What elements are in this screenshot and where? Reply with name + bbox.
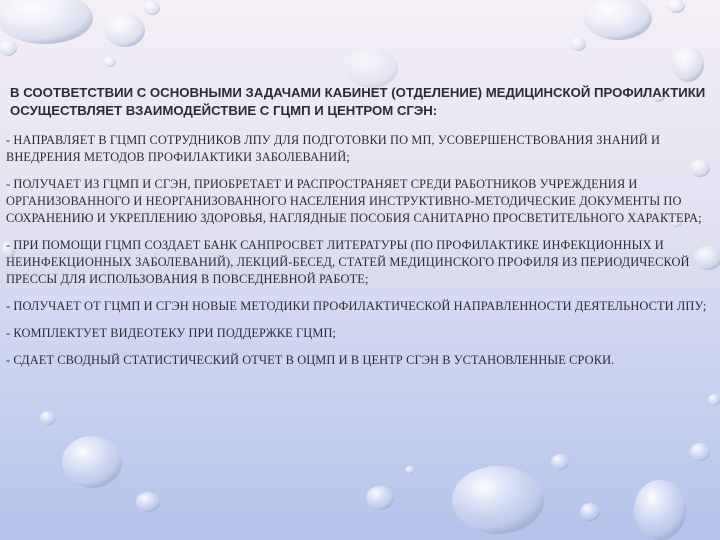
list-item: - ПОЛУЧАЕТ ИЗ ГЦМП И СГЭН, ПРИОБРЕТАЕТ И РАСПРОСТРАНЯЕТ СРЕДИ РАБОТНИКОВ УЧРЕЖДЕНИЯ И ОРГАНИЗОВАННОГО И НЕОРГАНИЗОВАННОГО НАСЕЛЕНИЯ ИНСТРУКТИВНО-МЕТОДИЧЕСКИЕ ДОКУМЕНТЫ ПО СОХРАНЕНИЮ И УКРЕПЛЕНИЮ ЗДОРОВЬЯ, НАГЛЯДНЫЕ ПОСОБИЯ САНИТАРНО ПРОСВЕТИТЕЛЬНОГО ХАРАКТЕРА;: [6, 177, 702, 225]
slide-content: [6, 84, 712, 379]
list-item: - ПОЛУЧАЕТ ОТ ГЦМП И СГЭН НОВЫЕ МЕТОДИКИ ПРОФИЛАКТИЧЕСКОЙ НАПРАВЛЕННОСТИ ДЕЯТЕЛЬНОСТИ ЛПУ;: [6, 299, 707, 313]
slide-heading: В СООТВЕТСТВИИ С ОСНОВНЫМИ ЗАДАЧАМИ КАБИНЕТ (ОТДЕЛЕНИЕ) МЕДИЦИНСКОЙ ПРОФИЛАКТИКИ ОСУЩЕСТВЛЯЕТ ВЗАИМОДЕЙСТВИЕ С ГЦМП И ЦЕНТРОМ СГЭН:: [10, 85, 706, 118]
list-item: - СДАЕТ СВОДНЫЙ СТАТИСТИЧЕСКИЙ ОТЧЕТ В ОЦМП И В ЦЕНТР СГЭН В УСТАНОВЛЕННЫЕ СРОКИ.: [6, 353, 615, 367]
list-item: - КОМПЛЕКТУЕТ ВИДЕОТЕКУ ПРИ ПОДДЕРЖКЕ ГЦМП;: [6, 326, 337, 340]
list-item: - НАПРАВЛЯЕТ В ГЦМП СОТРУДНИКОВ ЛПУ ДЛЯ ПОДГОТОВКИ ПО МП, УСОВЕРШЕНСТВОВАНИЯ ЗНАНИЙ И ВНЕДРЕНИЯ МЕТОДОВ ПРОФИЛАКТИКИ ЗАБОЛЕВАНИЙ;: [6, 133, 661, 164]
list-item: - ПРИ ПОМОЩИ ГЦМП СОЗДАЕТ БАНК САНПРОСВЕТ ЛИТЕРАТУРЫ (ПО ПРОФИЛАКТИКЕ ИНФЕКЦИОННЫХ И НЕИНФЕКЦИОННЫХ ЗАБОЛЕВАНИЙ), ЛЕКЦИЙ-БЕСЕД, СТАТЕЙ МЕДИЦИНСКОГО ПРОФИЛЯ ИЗ ПЕРИОДИЧЕСКОЙ ПРЕССЫ ДЛЯ ИСПОЛЬЗОВАНИЯ В ПОВСЕДНЕВНОЙ РАБОТЕ;: [6, 238, 690, 286]
